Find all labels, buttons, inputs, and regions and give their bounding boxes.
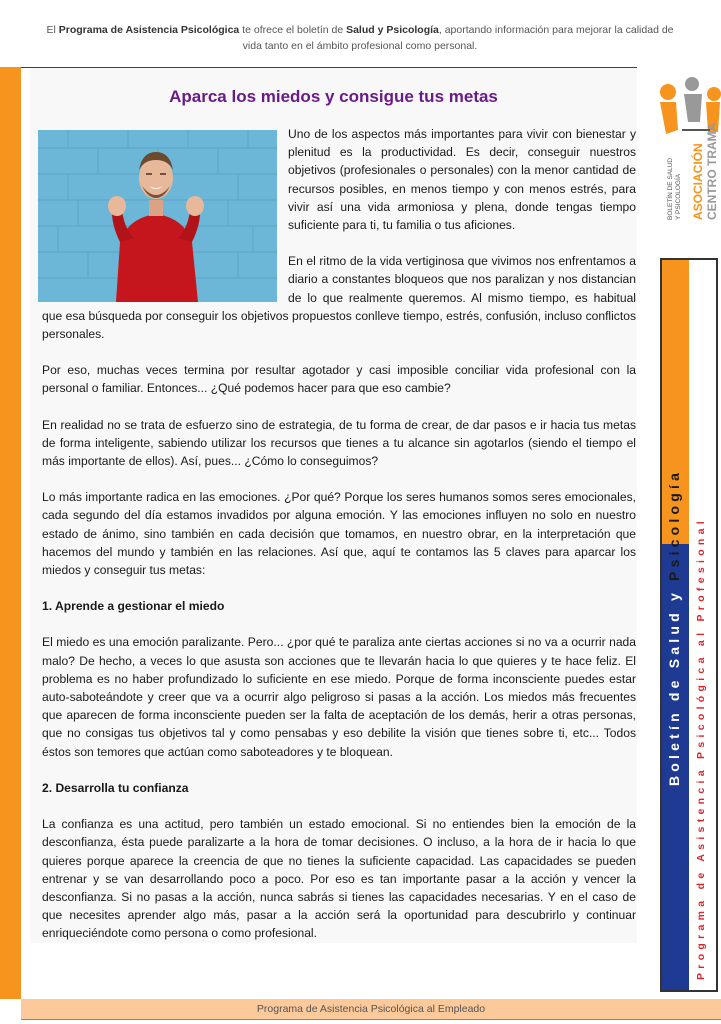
paragraph-2: En el ritmo de la vida vertiginosa que vivimos nos enfrentamos a diario a constantes bloqueos que nos paralizan y nos distancian de lo que realmente queremos. Al mismo tiempo, es habitual que esa búsqueda por conseguir los objetivos propuestos conlleve tiempo, estrés, confusión, incluso conflictos personales. bbox=[42, 254, 636, 342]
banner-title-part-2: Psicología bbox=[666, 468, 682, 581]
header-note bbox=[40, 22, 680, 54]
logo-line-2: CENTRO TRAMA bbox=[705, 122, 719, 220]
section-1-text: El miedo es una emoción paralizante. Pero... ¿por qué te paraliza ante ciertas acciones si no va a ocurrir nada malo? De hecho, a veces lo que asusta son acciones que te llevarán hacia lo que quieres y te hace feliz. El problema es no haber profundizado lo suficiente en ese miedo. Porque de forma inconsciente puedes estar auto-saboteándote y creer que va a ocurrir algo peligroso si pasas a la acción. Los miedos más frecuentes que aparecen de forma inconsciente pueden ser la falta de aceptación de los demás, herir a otras personas, que no consigas tus objetivos tal y como pensabas y eso debilite la visión que tienes sobre ti, etc... Todos éstos son temores que actúan como saboteadores y te bloquean. bbox=[42, 635, 636, 759]
header-intro-3: , aportando información para mejorar la calidad de vida tanto en el ámbito profesional como personal. bbox=[242, 24, 674, 52]
vertical-banner bbox=[660, 258, 718, 992]
centro-trama-logo bbox=[656, 72, 721, 222]
section-2-text: La confianza es una actitud, pero también un estado emocional. Si no entiendes bien la emoción de la desconfianza, ésta puede paralizarte a la hora de tomar decisiones. O incluso, a la hora de ir hacia lo que quieres porque aparece la creencia de que no tienes la suficiente capacidad. Las capacidades se pueden entrenar y se van desarrollando poco a poco. Por eso es tan importante pasar a la acción y vencer la desconfianza. Si no pasas a la acción, nunca sabrás si tienes las capacidades necesarias. Y en el caso de que necesites aprender algo más, pasar a la acción será la oportunidad para descubrirlo y continuar enriqueciéndote como persona o como profesional. bbox=[42, 817, 636, 941]
logo-small-2: Y PSICOLOGÍA bbox=[675, 173, 682, 220]
photo-spacer bbox=[42, 125, 288, 301]
article-title: Aparca los miedos y consigue tus metas bbox=[169, 87, 498, 106]
paragraph-4: En realidad no se trata de esfuerzo sino de estrategia, de tu forma de crear, de dar pasos e ir hacia tus metas de forma inteligente, sabiendo utilizar los recursos que tienes a tu alcance sin agotarlos (siendo el tiempo el más importante de ellos). Así, pues... ¿Cómo lo conseguimos? bbox=[42, 417, 636, 469]
logo-small-1: BOLETÍN DE SALUD bbox=[667, 157, 674, 220]
paragraph-1: Uno de los aspectos más importantes para vivir con bienestar y plenitud es la productividad. Es decir, conseguir nuestros objetivos (profesionales o personales) con la menor cantidad de recursos posibles, en menos tiempo y con menos estrés, para vivir así una vida armoniosa y plena, donde tengas tiempo suficiente para ti, tu familia o tus aficiones. bbox=[288, 127, 636, 233]
section-1-heading: 1. Aprende a gestionar el miedo bbox=[42, 599, 225, 614]
program-name: Programa de Asistencia Psicológica bbox=[58, 24, 240, 36]
left-accent-bar bbox=[0, 67, 21, 999]
bulletin-name: Salud y Psicología bbox=[346, 24, 439, 36]
logo-figures-icon bbox=[656, 72, 721, 222]
banner-title-part-1: Boletín de Salud y bbox=[666, 580, 682, 786]
paragraph-5: Lo más importante radica en las emociones. ¿Por qué? Porque los seres humanos somos seres emocionales, cada segundo del día estamos invadidos por alguna emoción. Y las emociones influyen no solo en nuestro estado de ánimo, sino también en cada decisión que tomamos, en nuestro obrar, en la interpretación que hacemos del mundo y también en las relaciones. Así que, aquí te contamos las 5 claves para aparcar los miedos y conseguir tus metas: bbox=[42, 490, 636, 578]
banner-title bbox=[666, 469, 682, 786]
header-intro-2: te ofrece el boletín de bbox=[239, 24, 347, 36]
footer-rule bbox=[21, 1019, 721, 1020]
section-2-heading: 2. Desarrolla tu confianza bbox=[42, 780, 189, 795]
article-body bbox=[42, 125, 636, 961]
footer-bar: Programa de Asistencia Psicológica al Empleado bbox=[21, 999, 721, 1019]
paragraph-3: Por eso, muchas veces termina por resultar agotador y casi imposible conciliar vida profesional con la personal o familiar. Entonces... ¿Qué podemos hacer para que eso cambie? bbox=[42, 363, 636, 396]
banner-subtitle: Programa de Asistencia Psicológica al Profesional bbox=[695, 517, 707, 980]
logo-line-1: ASOCIACIÓN bbox=[691, 143, 705, 220]
header-intro-1: El bbox=[46, 24, 59, 36]
